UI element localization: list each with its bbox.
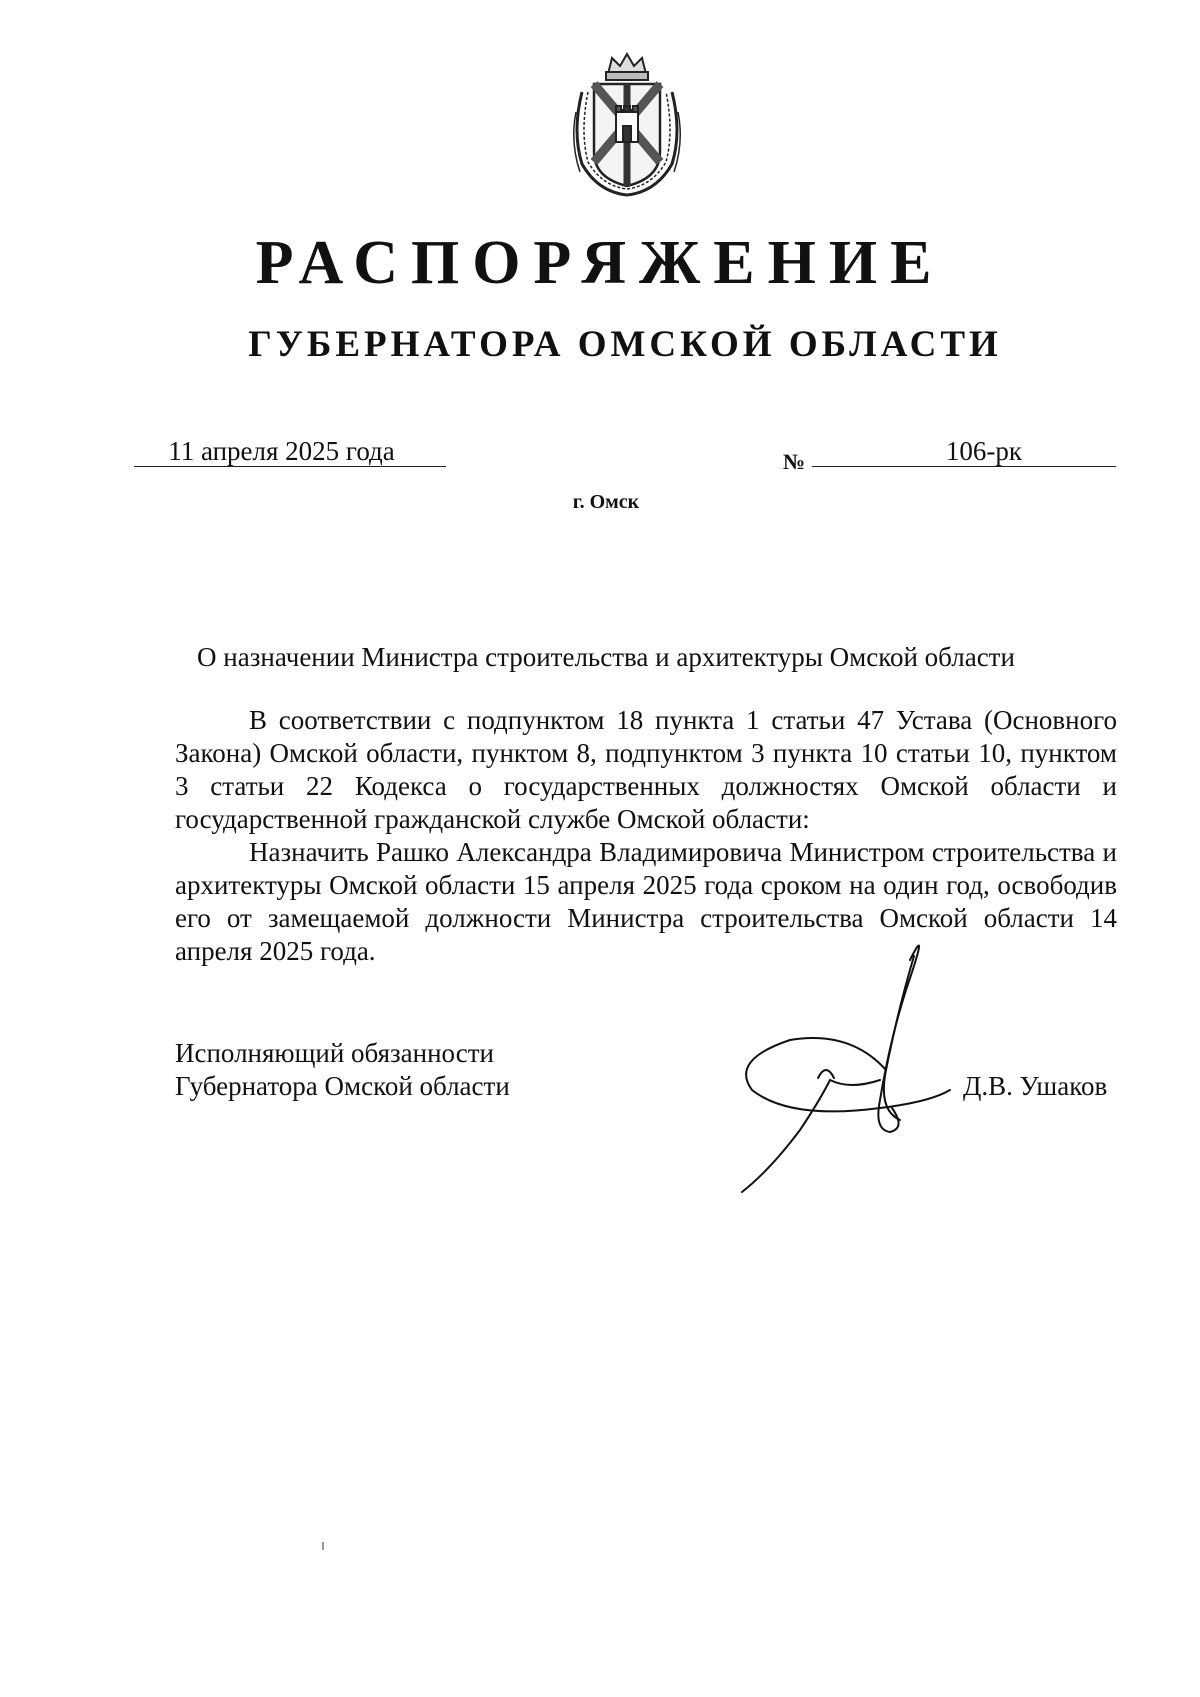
document-date: 11 апреля 2025 года — [168, 436, 395, 466]
date-underline — [134, 466, 446, 467]
signatory-name: Д.В. Ушаков — [963, 1071, 1108, 1101]
number-label: № — [783, 449, 806, 474]
signatory-position — [175, 1037, 510, 1103]
signatory-position-line2: Губернатора Омской области — [175, 1071, 510, 1101]
city-name: г. Омск — [572, 491, 640, 513]
document-body — [175, 704, 1117, 968]
signatory-position-line1: Исполняющий обязанности — [175, 1038, 494, 1068]
handwritten-signature-icon — [730, 930, 990, 1200]
document-subtitle: ГУБЕРНАТОРА ОМСКОЙ ОБЛАСТИ — [248, 324, 1002, 365]
document-subject: О назначении Министра строительства и архитектуры Омской области — [197, 642, 1015, 672]
number-underline — [812, 466, 1116, 467]
document-number: 106-рк — [945, 436, 1022, 466]
scan-artifact — [322, 1542, 324, 1550]
coat-of-arms-icon — [568, 52, 686, 197]
body-paragraph: Назначить Рашко Александра Владимировича Министром строительства и архитектуры Омской области 15 апреля 2025 года сроком на один год, освободив его от замещаемой должности Министра строительства Омской области 14 апреля 2025 года. — [175, 837, 1117, 966]
document-title: РАСПОРЯЖЕНИЕ — [255, 229, 945, 297]
body-paragraph: В соответствии с подпунктом 18 пункта 1 статьи 47 Устава (Основного Закона) Омской области, пунктом 8, подпунктом 3 пункта 10 статьи 10, пунктом 3 статьи 22 Кодекса о государственных должностях Омской области и государственной гражданской службе Омской области: — [175, 705, 1117, 834]
